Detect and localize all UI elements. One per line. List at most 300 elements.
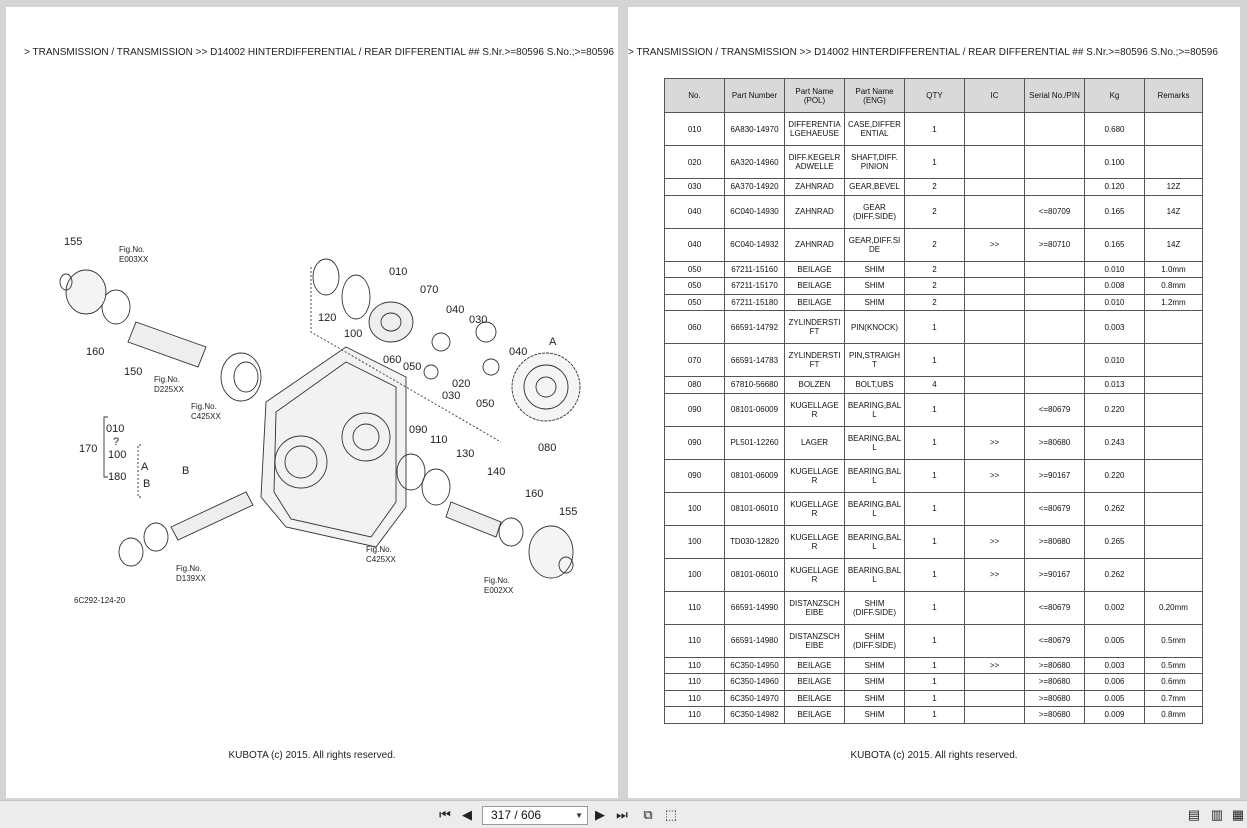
table-row	[665, 558, 1203, 591]
fit-width-icon[interactable]: ⬚	[664, 807, 678, 822]
table-cell: 100	[665, 492, 725, 525]
table-cell: >=80680	[1025, 525, 1085, 558]
table-cell	[1145, 525, 1203, 558]
callout-label: 050	[403, 361, 422, 373]
table-cell: GEAR (DIFF.SIDE)	[845, 195, 905, 228]
callout-label: 090	[409, 424, 428, 436]
table-cell: 2	[905, 195, 965, 228]
table-row	[665, 179, 1203, 196]
table-cell: 0.008	[1085, 278, 1145, 295]
table-cell: >=80680	[1025, 657, 1085, 674]
table-cell: DISTANZSCH EIBE	[785, 591, 845, 624]
table-cell: 110	[665, 624, 725, 657]
table-row	[665, 377, 1203, 394]
table-row	[665, 426, 1203, 459]
table-row	[665, 195, 1203, 228]
table-cell: 050	[665, 278, 725, 295]
callout-label: 150	[124, 366, 143, 378]
table-cell: KUGELLAGE R	[785, 558, 845, 591]
callout-label: 050	[476, 398, 495, 410]
table-cell: 67211-15180	[725, 294, 785, 311]
table-cell	[1025, 377, 1085, 394]
table-cell: 1	[905, 707, 965, 724]
table-cell: 6C040-14932	[725, 228, 785, 261]
table-cell	[965, 707, 1025, 724]
table-cell	[965, 146, 1025, 179]
table-cell: 100	[665, 525, 725, 558]
table-row	[665, 294, 1203, 311]
table-cell: 1	[905, 311, 965, 344]
table-row	[665, 228, 1203, 261]
table-cell: 0.262	[1085, 558, 1145, 591]
table-row	[665, 393, 1203, 426]
table-cell: 050	[665, 294, 725, 311]
table-cell	[965, 311, 1025, 344]
right-page-footer: KUBOTA (c) 2015. All rights reserved.	[850, 750, 1018, 761]
table-cell: KUGELLAGE R	[785, 459, 845, 492]
table-cell: KUGELLAGE R	[785, 525, 845, 558]
table-cell: BOLT,UBS	[845, 377, 905, 394]
table-cell	[1145, 113, 1203, 146]
table-cell: 0.010	[1085, 294, 1145, 311]
table-cell	[965, 294, 1025, 311]
table-cell: ZAHNRAD	[785, 228, 845, 261]
table-cell: 1	[905, 146, 965, 179]
table-cell: 040	[665, 195, 725, 228]
table-row	[665, 690, 1203, 707]
table-cell	[1145, 311, 1203, 344]
table-cell	[1145, 377, 1203, 394]
viewer-toolbar	[0, 800, 1247, 828]
table-row	[665, 657, 1203, 674]
diagram-svg	[46, 227, 586, 617]
table-row	[665, 525, 1203, 558]
columns-view-icon[interactable]: ▦	[1231, 807, 1245, 822]
table-cell: SHAFT,DIFF. PINION	[845, 146, 905, 179]
table-cell: KUGELLAGE R	[785, 492, 845, 525]
figure-reference: Fig.No.	[191, 402, 217, 411]
callout-label: 030	[442, 390, 461, 402]
table-cell	[1145, 146, 1203, 179]
figure-reference: E002XX	[484, 586, 514, 595]
figure-reference: Fig.No.	[119, 245, 145, 254]
table-cell: SHIM	[845, 690, 905, 707]
table-cell: 0.5mm	[1145, 657, 1203, 674]
table-row	[665, 261, 1203, 278]
table-cell: 1	[905, 459, 965, 492]
table-cell: 0.8mm	[1145, 278, 1203, 295]
table-cell: 0.010	[1085, 261, 1145, 278]
table-cell	[1025, 311, 1085, 344]
table-cell: 030	[665, 179, 725, 196]
table-cell: BEILAGE	[785, 261, 845, 278]
callout-label: 180	[108, 471, 127, 483]
table-cell	[965, 393, 1025, 426]
table-row	[665, 311, 1203, 344]
table-cell: >=80680	[1025, 690, 1085, 707]
table-row	[665, 624, 1203, 657]
left-page	[6, 7, 618, 798]
table-cell: 1	[905, 657, 965, 674]
table-cell: 110	[665, 690, 725, 707]
table-cell: 020	[665, 146, 725, 179]
table-cell: SHIM (DIFF.SIDE)	[845, 591, 905, 624]
table-cell: SHIM	[845, 674, 905, 691]
callout-label: 100	[108, 449, 127, 461]
figure-reference: D225XX	[154, 385, 184, 394]
callout-label: 040	[509, 346, 528, 358]
left-page-footer: KUBOTA (c) 2015. All rights reserved.	[228, 750, 396, 761]
table-cell: 0.005	[1085, 690, 1145, 707]
table-cell: 67810-56680	[725, 377, 785, 394]
table-cell: 090	[665, 393, 725, 426]
column-header: Kg	[1085, 79, 1145, 113]
table-cell: 6A370-14920	[725, 179, 785, 196]
table-cell: 100	[665, 558, 725, 591]
table-cell: SHIM	[845, 278, 905, 295]
table-cell	[965, 113, 1025, 146]
table-cell: 1	[905, 426, 965, 459]
table-cell: 0.680	[1085, 113, 1145, 146]
table-cell: 1	[905, 674, 965, 691]
table-cell: 2	[905, 278, 965, 295]
table-cell: <=80679	[1025, 624, 1085, 657]
table-cell: 6C350-14960	[725, 674, 785, 691]
callout-label: A	[141, 461, 149, 473]
table-cell: <=80679	[1025, 492, 1085, 525]
table-cell: 0.20mm	[1145, 591, 1203, 624]
table-cell: 2	[905, 261, 965, 278]
callout-label: B	[182, 465, 190, 477]
table-cell: 1.0mm	[1145, 261, 1203, 278]
table-cell: 090	[665, 459, 725, 492]
table-cell: 6C350-14970	[725, 690, 785, 707]
parts-table-body	[665, 113, 1203, 724]
table-cell: 0.7mm	[1145, 690, 1203, 707]
table-cell: PIN(KNOCK)	[845, 311, 905, 344]
table-cell: DISTANZSCH EIBE	[785, 624, 845, 657]
table-cell: ZAHNRAD	[785, 179, 845, 196]
table-cell: 0.005	[1085, 624, 1145, 657]
table-cell: 6A320-14960	[725, 146, 785, 179]
table-cell	[965, 624, 1025, 657]
table-cell: 1.2mm	[1145, 294, 1203, 311]
table-cell: >>	[965, 657, 1025, 674]
table-cell	[965, 278, 1025, 295]
table-cell: 110	[665, 591, 725, 624]
table-cell	[965, 261, 1025, 278]
table-cell: 08101-06010	[725, 558, 785, 591]
table-cell	[965, 179, 1025, 196]
table-cell: >>	[965, 558, 1025, 591]
table-cell: >>	[965, 228, 1025, 261]
parts-table	[664, 78, 1203, 724]
table-cell	[1145, 426, 1203, 459]
table-cell: BEARING,BAL L	[845, 393, 905, 426]
figure-reference: C425XX	[366, 555, 396, 564]
table-cell: SHIM (DIFF.SIDE)	[845, 624, 905, 657]
table-cell: 0.5mm	[1145, 624, 1203, 657]
table-cell: 08101-06009	[725, 393, 785, 426]
table-cell: 0.262	[1085, 492, 1145, 525]
callout-label: 040	[446, 304, 465, 316]
table-cell: 0.009	[1085, 707, 1145, 724]
first-page-icon[interactable]: ⏮	[439, 807, 451, 822]
table-cell: 1	[905, 492, 965, 525]
table-cell: 0.013	[1085, 377, 1145, 394]
table-cell: 66591-14783	[725, 344, 785, 377]
table-cell: 0.120	[1085, 179, 1145, 196]
fit-page-icon[interactable]: ⧉	[643, 807, 653, 822]
figure-reference: D139XX	[176, 574, 206, 583]
table-cell: 6C040-14930	[725, 195, 785, 228]
column-header: Remarks	[1145, 79, 1203, 113]
figure-reference: E003XX	[119, 255, 149, 264]
table-cell: <=80679	[1025, 393, 1085, 426]
table-cell: 08101-06009	[725, 459, 785, 492]
table-cell: DIFFERENTIA LGEHAEUSE	[785, 113, 845, 146]
table-cell	[965, 674, 1025, 691]
table-cell: >>	[965, 426, 1025, 459]
table-cell: SHIM	[845, 294, 905, 311]
table-cell: 6A830-14970	[725, 113, 785, 146]
table-cell: 0.006	[1085, 674, 1145, 691]
table-row	[665, 459, 1203, 492]
table-cell: 1	[905, 344, 965, 377]
table-cell: ZAHNRAD	[785, 195, 845, 228]
table-cell: 110	[665, 707, 725, 724]
table-cell: PIN,STRAIGH T	[845, 344, 905, 377]
table-cell: 6C350-14982	[725, 707, 785, 724]
callout-label: ?	[113, 436, 120, 448]
table-row	[665, 344, 1203, 377]
column-header: Part Name (ENG)	[845, 79, 905, 113]
table-cell: >=90167	[1025, 459, 1085, 492]
table-cell: 0.165	[1085, 195, 1145, 228]
table-cell: 08101-06010	[725, 492, 785, 525]
column-header: IC	[965, 79, 1025, 113]
table-cell	[965, 690, 1025, 707]
table-cell	[965, 492, 1025, 525]
callout-label: 130	[456, 448, 475, 460]
table-cell: SHIM	[845, 707, 905, 724]
callout-label: 010	[389, 266, 408, 278]
table-cell: BEILAGE	[785, 294, 845, 311]
callout-label: 160	[86, 346, 105, 358]
table-cell: 050	[665, 261, 725, 278]
table-cell: 0.003	[1085, 657, 1145, 674]
table-cell: 0.6mm	[1145, 674, 1203, 691]
table-cell: 0.165	[1085, 228, 1145, 261]
table-cell: 0.100	[1085, 146, 1145, 179]
callout-label: A	[549, 336, 557, 348]
table-cell: 0.003	[1085, 311, 1145, 344]
diagram-code: 6C292-124-20	[74, 596, 126, 605]
figure-reference: Fig.No.	[366, 545, 392, 554]
table-cell: BEARING,BAL L	[845, 558, 905, 591]
table-cell: 1	[905, 591, 965, 624]
table-cell: 12Z	[1145, 179, 1203, 196]
figure-reference: Fig.No.	[484, 576, 510, 585]
table-cell: 1	[905, 525, 965, 558]
callout-label: 155	[64, 236, 83, 248]
table-cell: 67211-15160	[725, 261, 785, 278]
table-cell: <=80679	[1025, 591, 1085, 624]
table-cell: >=80680	[1025, 426, 1085, 459]
callout-label: 110	[430, 434, 448, 446]
table-cell: 4	[905, 377, 965, 394]
table-cell: BEARING,BAL L	[845, 492, 905, 525]
table-cell: BOLZEN	[785, 377, 845, 394]
table-cell: SHIM	[845, 657, 905, 674]
right-page-header: > TRANSMISSION / TRANSMISSION >> D14002 HINTERDIFFERENTIAL / REAR DIFFERENTIAL ## S.Nr.>=80596 S.No.;>=80596	[628, 47, 1218, 58]
table-cell: 0.220	[1085, 459, 1145, 492]
table-cell: 0.010	[1085, 344, 1145, 377]
table-cell	[1025, 278, 1085, 295]
table-cell: BEARING,BAL L	[845, 459, 905, 492]
table-cell: 67211-15170	[725, 278, 785, 295]
table-cell: 66591-14980	[725, 624, 785, 657]
table-cell: 070	[665, 344, 725, 377]
table-cell: 66591-14990	[725, 591, 785, 624]
table-cell	[965, 195, 1025, 228]
callout-label: 140	[487, 466, 506, 478]
table-cell: 010	[665, 113, 725, 146]
column-header: Part Name (POL)	[785, 79, 845, 113]
table-cell	[1145, 393, 1203, 426]
table-cell: PL501-12260	[725, 426, 785, 459]
table-cell: >=80680	[1025, 674, 1085, 691]
callout-label: 060	[383, 354, 402, 366]
page-indicator: 317 / 606	[491, 808, 542, 822]
table-row	[665, 707, 1203, 724]
table-cell	[1145, 558, 1203, 591]
table-cell: BEILAGE	[785, 707, 845, 724]
table-cell: 1	[905, 624, 965, 657]
table-cell: 14Z	[1145, 228, 1203, 261]
column-header: Part Number	[725, 79, 785, 113]
table-cell: GEAR,BEVEL	[845, 179, 905, 196]
table-cell	[1025, 261, 1085, 278]
exploded-parts-diagram	[46, 227, 586, 617]
table-cell: >>	[965, 525, 1025, 558]
table-cell	[1145, 492, 1203, 525]
table-cell	[965, 591, 1025, 624]
table-cell: GEAR,DIFF.SI DE	[845, 228, 905, 261]
two-page-view-icon[interactable]: ▥	[1210, 807, 1224, 822]
table-row	[665, 674, 1203, 691]
last-page-icon[interactable]: ⏭	[616, 807, 628, 822]
callout-label: 100	[344, 328, 363, 340]
table-cell: 1	[905, 558, 965, 591]
table-cell: 1	[905, 393, 965, 426]
table-cell: CASE,DIFFER ENTIAL	[845, 113, 905, 146]
table-cell: DIFF.KEGELR ADWELLE	[785, 146, 845, 179]
table-cell: 040	[665, 228, 725, 261]
table-cell	[1025, 294, 1085, 311]
table-row	[665, 113, 1203, 146]
table-cell: 090	[665, 426, 725, 459]
table-cell: 0.265	[1085, 525, 1145, 558]
table-cell: 110	[665, 657, 725, 674]
table-cell	[1145, 344, 1203, 377]
next-page-icon[interactable]: ▶	[595, 807, 605, 822]
table-cell: BEARING,BAL L	[845, 525, 905, 558]
table-cell: 1	[905, 113, 965, 146]
table-cell: 2	[905, 294, 965, 311]
table-row	[665, 278, 1203, 295]
column-header: No.	[665, 79, 725, 113]
table-cell: BEILAGE	[785, 690, 845, 707]
column-header: QTY	[905, 79, 965, 113]
table-cell	[1025, 146, 1085, 179]
figure-reference: C425XX	[191, 412, 221, 421]
chevron-down-icon: ▼	[575, 811, 583, 820]
table-cell: 0.002	[1085, 591, 1145, 624]
table-cell: 14Z	[1145, 195, 1203, 228]
table-row	[665, 492, 1203, 525]
table-cell: BEARING,BAL L	[845, 426, 905, 459]
figure-reference: Fig.No.	[154, 375, 180, 384]
right-page	[628, 7, 1240, 798]
table-cell: 060	[665, 311, 725, 344]
table-cell: <=80709	[1025, 195, 1085, 228]
callout-label: 155	[559, 506, 578, 518]
column-header: Serial No./PIN	[1025, 79, 1085, 113]
table-cell: 110	[665, 674, 725, 691]
table-cell: BEILAGE	[785, 278, 845, 295]
table-cell	[965, 377, 1025, 394]
table-cell: BEILAGE	[785, 657, 845, 674]
table-cell	[1025, 179, 1085, 196]
callout-label: 120	[318, 312, 337, 324]
table-cell: ZYLINDERSTI FT	[785, 344, 845, 377]
table-cell	[1025, 113, 1085, 146]
table-row	[665, 146, 1203, 179]
callout-label: 070	[420, 284, 439, 296]
parts-table-header-row	[665, 79, 1203, 113]
table-cell: >>	[965, 459, 1025, 492]
table-cell: TD030-12820	[725, 525, 785, 558]
table-cell: 0.220	[1085, 393, 1145, 426]
callout-label: 030	[469, 314, 488, 326]
callout-label: 080	[538, 442, 557, 454]
table-cell: 0.243	[1085, 426, 1145, 459]
table-cell: SHIM	[845, 261, 905, 278]
callout-label: B	[143, 478, 151, 490]
table-cell: 1	[905, 690, 965, 707]
single-page-view-icon[interactable]: ▤	[1187, 807, 1201, 822]
table-cell: >=80710	[1025, 228, 1085, 261]
prev-page-icon[interactable]: ◀	[462, 807, 472, 822]
callout-label: 010	[106, 423, 125, 435]
left-page-header: > TRANSMISSION / TRANSMISSION >> D14002 HINTERDIFFERENTIAL / REAR DIFFERENTIAL ## S.Nr.>=80596 S.No.;>=80596	[24, 47, 614, 58]
callout-label: 020	[452, 378, 471, 390]
table-cell: BEILAGE	[785, 674, 845, 691]
table-cell: ZYLINDERSTI FT	[785, 311, 845, 344]
table-cell: 2	[905, 228, 965, 261]
callout-label: 160	[525, 488, 544, 500]
table-cell	[1025, 344, 1085, 377]
table-cell: 080	[665, 377, 725, 394]
table-cell: KUGELLAGE R	[785, 393, 845, 426]
table-cell	[965, 344, 1025, 377]
callout-label: 170	[79, 443, 98, 455]
table-cell: LAGER	[785, 426, 845, 459]
page-number-select[interactable]	[482, 806, 588, 825]
table-cell: >=90167	[1025, 558, 1085, 591]
table-cell: 2	[905, 179, 965, 196]
